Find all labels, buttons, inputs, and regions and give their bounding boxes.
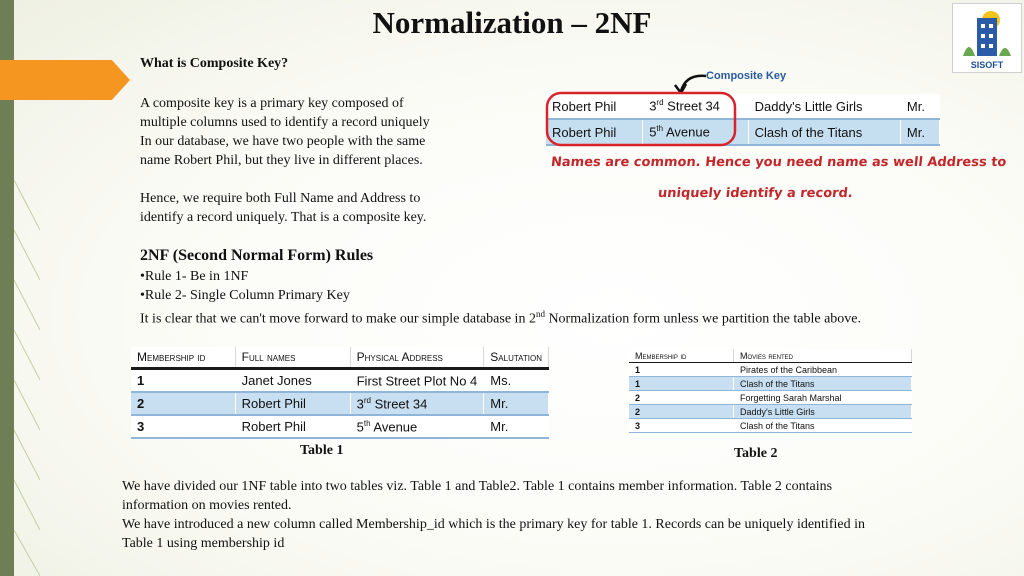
handwritten-note-line-2: uniquely identify a record. [657, 186, 854, 201]
para1-line: In our database, we have two people with the same [140, 134, 426, 149]
composite-key-label: Composite Key [706, 70, 787, 82]
composite-key-highlight-oval [544, 90, 738, 148]
page-title: Normalization – 2NF [372, 5, 652, 40]
para2-line: identify a record uniquely. That is a composite key. [140, 210, 427, 225]
composite-key-heading: What is Composite Key? [140, 56, 289, 71]
name-cell: Robert Phil [235, 392, 350, 415]
rule-item: •Rule 1- Be in 1NF [140, 269, 249, 284]
table-row [629, 363, 912, 377]
orange-tab-accent [0, 60, 130, 100]
name-cell: Robert Phil [546, 94, 643, 119]
para1-line: A composite key is a primary key composed of [140, 96, 404, 111]
column-header: Full names [235, 347, 350, 369]
table-2-caption: Table 2 [734, 446, 778, 461]
address-cell: First Street Plot No 4 [350, 369, 484, 393]
logo-icon [953, 4, 1021, 60]
para2-line: Hence, we require both Full Name and Address to [140, 191, 421, 206]
address-cell: 3rd Street 34 [643, 94, 748, 119]
id-cell: 1 [629, 377, 734, 391]
rules-heading: 2NF (Second Normal Form) Rules [140, 247, 374, 264]
handwritten-note-line-1: Names are common. Hence you need name as well Address to [550, 155, 1008, 170]
name-cell: Janet Jones [235, 369, 350, 393]
salutation-cell: Mr. [900, 94, 939, 119]
salutation-cell: Mr. [484, 415, 549, 438]
name-cell: Robert Phil [235, 415, 350, 438]
address-cell: 5th Avenue [643, 119, 748, 145]
id-cell: 3 [131, 415, 235, 438]
conclusion-line: information on movies rented. [122, 498, 292, 513]
address-cell: 5th Avenue [350, 415, 484, 438]
table-row [131, 415, 549, 438]
id-cell: 1 [629, 363, 734, 377]
id-cell: 2 [131, 392, 235, 415]
movie-cell: Clash of the Titans [734, 419, 912, 433]
rule-item: •Rule 2- Single Column Primary Key [140, 288, 350, 303]
conclusion-line: We have introduced a new column called Membership_id which is the primary key for table 1. Records can be uniquely identified in [122, 517, 865, 532]
table-2 [629, 349, 912, 433]
column-header: Salutation [484, 347, 549, 369]
movie-cell: Forgetting Sarah Marshal [734, 391, 912, 405]
conclusion-paragraph [122, 477, 865, 553]
logo-text: SISOFT [970, 60, 1004, 70]
table-1-caption: Table 1 [300, 443, 344, 458]
sisoft-logo [952, 3, 1022, 73]
column-header: Membership id [131, 347, 235, 369]
composite-key-paragraph-2 [140, 189, 426, 227]
id-cell: 3 [629, 419, 734, 433]
table-row [629, 419, 912, 433]
salutation-cell: Mr. [900, 119, 939, 145]
conclusion-line: Table 1 using membership id [122, 536, 285, 551]
table-row [629, 377, 912, 391]
name-cell: Robert Phil [546, 119, 643, 145]
column-header: Physical Address [350, 347, 484, 369]
table-row [629, 405, 912, 419]
table-header-row [629, 349, 912, 363]
para1-line: multiple columns used to identify a record uniquely [140, 115, 430, 130]
table-row [131, 369, 549, 393]
column-header: Movies rented [734, 349, 912, 363]
movie-cell: Daddy's Little Girls [748, 94, 900, 119]
address-cell: 3rd Street 34 [350, 392, 484, 415]
conclusion-line: We have divided our 1NF table into two tables viz. Table 1 and Table2. Table 1 contains member information. Table 2 contains [122, 479, 833, 494]
table-row [131, 392, 549, 415]
movie-cell: Pirates of the Caribbean [734, 363, 912, 377]
rules-statement: It is clear that we can't move forward to make our simple database in 2nd Normalization form unless we partition the table above. [140, 309, 862, 327]
salutation-cell: Mr. [484, 392, 549, 415]
table-header-row [131, 347, 549, 369]
table-1 [131, 347, 549, 439]
column-header: Membership id [629, 349, 734, 363]
table-row [629, 391, 912, 405]
movie-cell: Clash of the Titans [748, 119, 900, 145]
id-cell: 1 [131, 369, 235, 393]
composite-key-paragraph-1 [140, 94, 430, 170]
id-cell: 2 [629, 391, 734, 405]
movie-cell: Daddy's Little Girls [734, 405, 912, 419]
id-cell: 2 [629, 405, 734, 419]
salutation-cell: Ms. [484, 369, 549, 393]
para1-line: name Robert Phil, but they live in different places. [140, 153, 423, 168]
movie-cell: Clash of the Titans [734, 377, 912, 391]
